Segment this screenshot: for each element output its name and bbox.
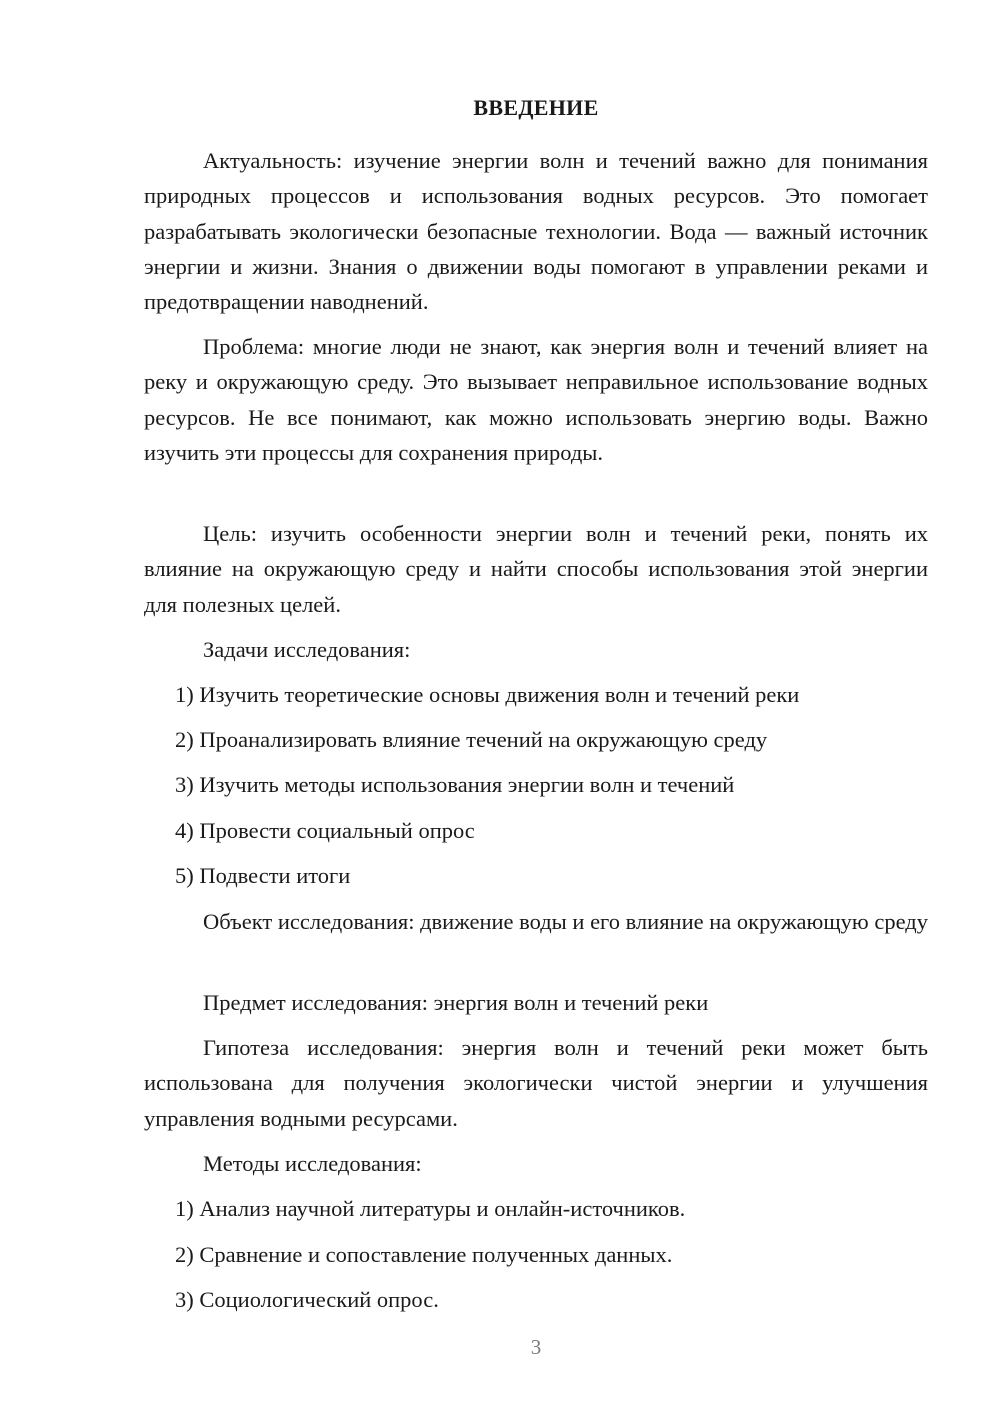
task-item: 2) Проанализировать влияние течений на окружающую среду <box>175 727 768 752</box>
problem-paragraph: Проблема: многие люди не знают, как энергия волн и течений влияет на реку и окружающую среду. Это вызывает неправильное использование водных ресурсов. Не все понимают, как можно использовать энергию воды. Важно изучить эти процессы для сохранения природы. <box>144 334 928 465</box>
object-paragraph: Объект исследования: движение воды и его влияние на окружающую среду <box>203 909 928 934</box>
method-item: 2) Сравнение и сопоставление полученных данных. <box>175 1242 673 1267</box>
page-number: 3 <box>530 1335 542 1359</box>
relevance-paragraph: Актуальность: изучение энергии волн и течений важно для понимания природных процессов и использования водных ресурсов. Это помогает разрабатывать экологически безопасные технологии. Вода — важный источник энергии и жизни. Знания о движении воды помогают в управлении реками и предотвращении наводнений. <box>144 148 928 315</box>
tasks-heading: Задачи исследования: <box>203 637 411 662</box>
section-title: ВВЕДЕНИЕ <box>473 95 599 120</box>
task-item: 3) Изучить методы использования энергии волн и течений <box>175 772 735 797</box>
subject-paragraph: Предмет исследования: энергия волн и течений реки <box>203 990 709 1015</box>
method-item: 3) Социологический опрос. <box>175 1287 439 1312</box>
goal-paragraph: Цель: изучить особенности энергии волн и течений реки, понять их влияние на окружающую среду и найти способы использования этой энергии для полезных целей. <box>144 521 928 617</box>
hypothesis-paragraph: Гипотеза исследования: энергия волн и течений реки может быть использована для получения экологически чистой энергии и улучшения управления водными ресурсами. <box>144 1035 928 1131</box>
methods-heading: Методы исследования: <box>203 1151 422 1176</box>
task-item: 4) Провести социальный опрос <box>175 818 475 843</box>
task-item: 5) Подвести итоги <box>175 863 351 888</box>
method-item: 1) Анализ научной литературы и онлайн-источников. <box>175 1196 686 1221</box>
task-item: 1) Изучить теоретические основы движения волн и течений реки <box>175 682 800 707</box>
